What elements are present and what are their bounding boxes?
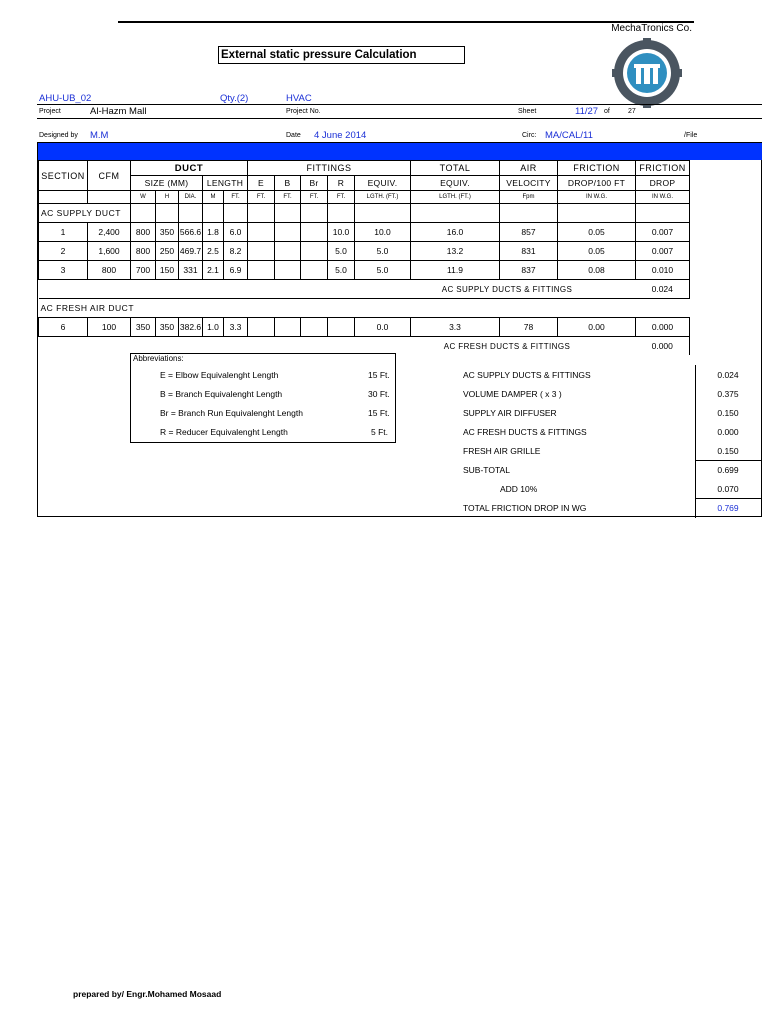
abbr-item: B = Branch Equivalenght Length [160, 389, 283, 399]
table-cell: 3 [39, 261, 88, 280]
col-friction2: FRICTION [636, 161, 690, 176]
table-cell [248, 223, 275, 242]
table-cell [328, 204, 355, 223]
table-cell: 1,600 [88, 242, 131, 261]
summary-label: SUPPLY AIR DIFFUSER [463, 408, 557, 418]
divider [37, 118, 762, 119]
abbr-value: 30 Ft. [368, 389, 390, 399]
table-cell: 5.0 [355, 261, 411, 280]
table-cell: 857 [500, 223, 558, 242]
unit-inwg2: IN W.G. [636, 191, 690, 204]
table-cell: 831 [500, 242, 558, 261]
table-cell: 10.0 [355, 223, 411, 242]
table-cell [500, 204, 558, 223]
file-label: /File [684, 132, 698, 139]
table-cell: 5.0 [328, 261, 355, 280]
date-label: Date [286, 132, 301, 139]
table-cell: 350 [156, 223, 179, 242]
table-cell: 566.6 [179, 223, 203, 242]
table-cell [179, 204, 203, 223]
table-cell: 6.0 [224, 223, 248, 242]
col-total-equiv: EQUIV. [411, 176, 500, 191]
summary-label: VOLUME DAMPER ( x 3 ) [463, 389, 562, 399]
abbr-item: R = Reducer Equivalenght Length [160, 427, 288, 437]
col-section: SECTION [39, 161, 88, 191]
abbr-item: E = Elbow Equivalenght Length [160, 370, 279, 380]
department: HVAC [286, 93, 312, 104]
supply-title: AC SUPPLY DUCT [39, 204, 131, 223]
summary-value: 0.024 [717, 370, 739, 380]
summary-label: AC SUPPLY DUCTS & FITTINGS [463, 370, 591, 380]
unit-equiv: LGTH. (FT.) [355, 191, 411, 204]
table-cell: 13.2 [411, 242, 500, 261]
company-name: MechaTronics Co. [611, 23, 692, 34]
circ-label: Circ: [522, 132, 537, 139]
table-cell [301, 223, 328, 242]
col-fittings: FITTINGS [248, 161, 411, 176]
summary-label: SUB-TOTAL [463, 465, 510, 475]
table-cell [301, 318, 328, 337]
table-cell: 0.000 [636, 318, 690, 337]
summary-value: 0.070 [717, 484, 739, 494]
table-cell [275, 318, 301, 337]
subtotal-rule [695, 460, 761, 461]
col-size: SIZE (MM) [131, 176, 203, 191]
col-friction: FRICTION [558, 161, 636, 176]
col-total: TOTAL [411, 161, 500, 176]
unit-h: H [156, 191, 179, 204]
table-cell: 2.5 [203, 242, 224, 261]
table-cell: 150 [156, 261, 179, 280]
table-cell: 78 [500, 318, 558, 337]
table-cell: 350 [156, 318, 179, 337]
designed-value: M.M [90, 130, 109, 141]
fresh-total-label: AC FRESH DUCTS & FITTINGS [443, 341, 571, 351]
table-cell [39, 191, 88, 204]
summary-value: 0.375 [717, 389, 739, 399]
of-value: 27 [628, 108, 636, 115]
quantity: Qty.(2) [220, 93, 249, 104]
footer-signature: prepared by/ Engr.Mohamed Mosaad [73, 989, 222, 999]
table-row [39, 261, 690, 280]
col-b: B [275, 176, 301, 191]
table-cell: 0.0 [355, 318, 411, 337]
abbreviations-title: Abbreviations: [133, 354, 184, 363]
col-cfm: CFM [88, 161, 131, 191]
table-cell: 331 [179, 261, 203, 280]
col-duct: DUCT [131, 161, 248, 176]
table-cell: 800 [131, 242, 156, 261]
unit-fpm: Fpm [500, 191, 558, 204]
summary-label: TOTAL FRICTION DROP IN WG [463, 503, 587, 513]
table-cell [248, 242, 275, 261]
table-cell: 3.3 [411, 318, 500, 337]
table-cell: 0.010 [636, 261, 690, 280]
table-cell [301, 261, 328, 280]
table-cell: 16.0 [411, 223, 500, 242]
unit-inwg1: IN W.G. [558, 191, 636, 204]
table-cell: 800 [131, 223, 156, 242]
col-br: Br [301, 176, 328, 191]
col-length: LENGTH [203, 176, 248, 191]
table-cell [131, 204, 156, 223]
supply-total-value: 0.024 [636, 280, 690, 299]
table-cell [275, 204, 301, 223]
page-title: External static pressure Calculation [218, 46, 465, 64]
duct-table [38, 160, 690, 355]
table-row [39, 242, 690, 261]
table-cell: 700 [131, 261, 156, 280]
table-cell [248, 204, 275, 223]
unit-total: LGTH. (FT.) [411, 191, 500, 204]
summary-value: 0.000 [717, 427, 739, 437]
table-cell: 0.05 [558, 223, 636, 242]
table-cell: 2.1 [203, 261, 224, 280]
summary-divider [695, 365, 696, 518]
table-cell [156, 204, 179, 223]
table-cell: 5.0 [355, 242, 411, 261]
table-cell [301, 204, 328, 223]
table-cell: 1.0 [203, 318, 224, 337]
header-bar [38, 143, 762, 160]
table-cell: 100 [88, 318, 131, 337]
table-cell: 1 [39, 223, 88, 242]
table-cell: 2 [39, 242, 88, 261]
supply-total-label: AC SUPPLY DUCTS & FITTINGS [39, 280, 636, 299]
table-cell [328, 318, 355, 337]
company-logo-icon [612, 38, 682, 108]
summary-value: 0.699 [717, 465, 739, 475]
table-cell: 8.2 [224, 242, 248, 261]
project-value: Al-Hazm Mall [90, 106, 147, 117]
col-drop100: DROP/100 FT [558, 176, 636, 191]
table-cell [248, 261, 275, 280]
unit-m: M [203, 191, 224, 204]
table-cell [355, 204, 411, 223]
table-cell [224, 204, 248, 223]
unit-e: FT. [248, 191, 275, 204]
table-cell: 11.9 [411, 261, 500, 280]
col-drop: DROP [636, 176, 690, 191]
divider [37, 104, 762, 105]
table-cell [275, 223, 301, 242]
table-cell [275, 242, 301, 261]
table-cell: 10.0 [328, 223, 355, 242]
table-cell [558, 204, 636, 223]
table-cell [411, 204, 500, 223]
fresh-total-value: 0.000 [636, 337, 690, 356]
table-cell: 0.00 [558, 318, 636, 337]
col-air: AIR [500, 161, 558, 176]
table-cell: 1.8 [203, 223, 224, 242]
total-value: 0.769 [717, 503, 739, 513]
table-cell: 469.7 [179, 242, 203, 261]
circ-value: MA/CAL/11 [545, 130, 593, 141]
col-r: R [328, 176, 355, 191]
abbr-value: 15 Ft. [368, 408, 390, 418]
unit-b: FT. [275, 191, 301, 204]
table-cell: 350 [131, 318, 156, 337]
summary-value: 0.150 [717, 408, 739, 418]
col-equiv: EQUIV. [355, 176, 411, 191]
summary-label: AC FRESH DUCTS & FITTINGS [463, 427, 587, 437]
table-cell [275, 261, 301, 280]
table-cell: 800 [88, 261, 131, 280]
table-row [39, 318, 690, 337]
table-cell: 0.007 [636, 242, 690, 261]
unit-ft: FT. [224, 191, 248, 204]
abbr-value: 5 Ft. [371, 427, 389, 437]
designed-label: Designed by [39, 132, 78, 139]
table-cell: 0.08 [558, 261, 636, 280]
table-cell [88, 191, 131, 204]
abbr-value: 15 Ft. [368, 370, 390, 380]
table-cell [248, 318, 275, 337]
total-rule [695, 498, 761, 499]
project-no-label: Project No. [286, 108, 321, 115]
table-cell [636, 204, 690, 223]
ahu-code: AHU-UB_02 [39, 93, 92, 104]
abbr-item: Br = Branch Run Equivalenght Length [160, 408, 303, 418]
summary-label: FRESH AIR GRILLE [463, 446, 541, 456]
table-cell: 2,400 [88, 223, 131, 242]
unit-r: FT. [328, 191, 355, 204]
unit-dia: DIA. [179, 191, 203, 204]
col-e: E [248, 176, 275, 191]
col-velocity: VELOCITY [500, 176, 558, 191]
table-cell [301, 242, 328, 261]
table-cell: 0.007 [636, 223, 690, 242]
table-cell: 5.0 [328, 242, 355, 261]
table-cell: 6.9 [224, 261, 248, 280]
table-cell [203, 204, 224, 223]
sheet-label: Sheet [518, 108, 537, 115]
summary-value: 0.150 [717, 446, 739, 456]
top-rule [118, 21, 694, 23]
table-cell: 0.05 [558, 242, 636, 261]
table-cell: 3.3 [224, 318, 248, 337]
date-value: 4 June 2014 [314, 130, 367, 141]
table-row [39, 223, 690, 242]
sheet-value: 11/27 [575, 106, 599, 117]
table-cell: 382.6 [179, 318, 203, 337]
fresh-title: AC FRESH AIR DUCT [39, 299, 690, 318]
table-cell: 837 [500, 261, 558, 280]
project-label: Project [39, 108, 61, 115]
unit-br: FT. [301, 191, 328, 204]
table-cell: 6 [39, 318, 88, 337]
unit-w: W [131, 191, 156, 204]
of-label: of [604, 108, 610, 115]
table-cell: 250 [156, 242, 179, 261]
summary-label: ADD 10% [500, 484, 538, 494]
